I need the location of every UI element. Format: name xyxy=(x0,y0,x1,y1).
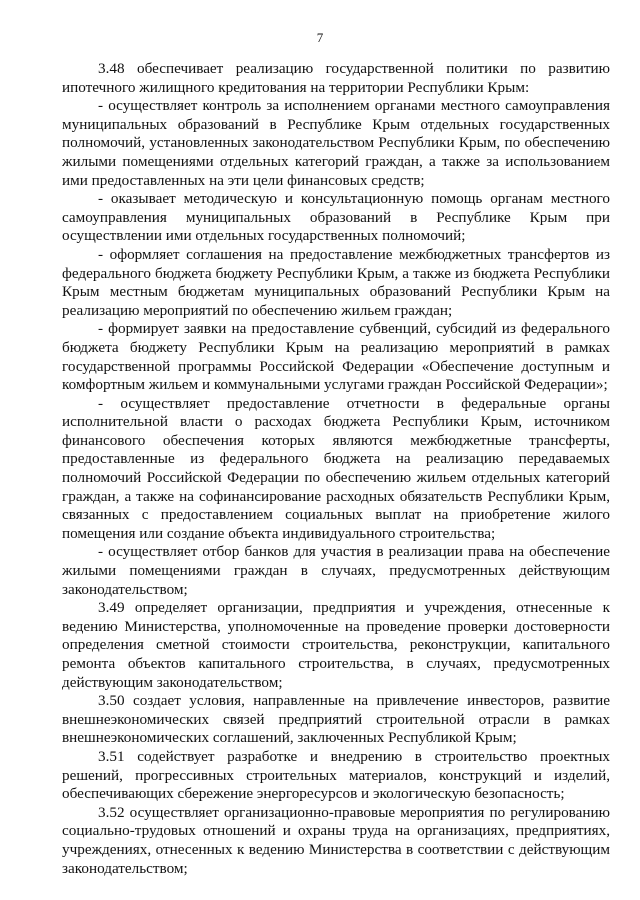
paragraph-methodical-help: - оказывает методическую и консультационную помощь органам местного самоуправления муниципальных образований в Республике Крым при осуществлении ими отдельных государственных полномочий; xyxy=(62,190,610,245)
paragraph-3-51: 3.51 содействует разработке и внедрению в строительство проектных решений, прогрессивных строительных материалов, конструкций и изделий, обеспечивающих сбережение энергоресурсов и экологическую безопасность; xyxy=(62,747,610,803)
paragraph-bank-selection: - осуществляет отбор банков для участия в реализации права на обеспечение жилыми помещениями граждан в случаях, предусмотренных действующим законодательством; xyxy=(62,543,610,598)
paragraph-3-49: 3.49 определяет организации, предприятия и учреждения, отнесенные к ведению Министерства, уполномоченные на проведение проверки достоверности определения сметной стоимости строительства, реконструкции, капитального ремонта объектов капитального строительства, в случаях, предусмотренных действующим законодательством; xyxy=(62,599,610,691)
paragraph-agreements: - оформляет соглашения на предоставление межбюджетных трансфертов из федерального бюджета бюджету Республики Крым, а также из бюджета Республики Крым местным бюджетам муниципальных образований Республики Крым на реализацию мероприятий по обеспечению жильем граждан; xyxy=(62,245,610,319)
paragraph-3-48: 3.48 обеспечивает реализацию государственной политики по развитию ипотечного жилищного кредитования на территории Республики Крым: xyxy=(62,60,610,96)
page-number: 7 xyxy=(316,30,324,45)
paragraph-3-52: 3.52 осуществляет организационно-правовые мероприятия по регулированию социально-трудовых отношений и охраны труда на организациях, предприятиях, учреждениях, отнесенных к ведению Министерства в соответствии с действующим законодательством; xyxy=(62,803,610,877)
document-body xyxy=(62,60,610,878)
paragraph-applications: - формирует заявки на предоставление субвенций, субсидий из федерального бюджета бюджету Республики Крым на реализацию мероприятий в рамках государственной программы Российской Федерации «Обеспечение доступным и комфортным жильем и коммунальными услугами граждан Российской Федерации»; xyxy=(62,320,610,394)
paragraph-3-50: 3.50 создает условия, направленные на привлечение инвесторов, развитие внешнеэкономических связей предприятий строительной отрасли в рамках внешнеэкономических соглашений, заключенных Республикой Крым; xyxy=(62,692,610,747)
paragraph-reporting: - осуществляет предоставление отчетности в федеральные органы исполнительной власти о расходах бюджета Республики Крым, источником финансового обеспечения которых являются межбюджетные трансферты, предоставленные из федерального бюджета на реализацию передаваемых полномочий Российской Федерации по обеспечению жильем отдельных категорий граждан, а также на софинансирование расходных обязательств Республики Крым, связанных с предоставлением социальных выплат на приобретение жилого помещения или создание объекта индивидуального строительства; xyxy=(62,394,610,542)
paragraph-control: - осуществляет контроль за исполнением органами местного самоуправления муниципальных образований в Республике Крым отдельных государственных полномочий, установленных законодательством Республики Крым, по обеспечению жилыми помещениями отдельных категорий граждан, а также за использованием ими предоставленных на эти цели финансовых средств; xyxy=(62,97,610,189)
